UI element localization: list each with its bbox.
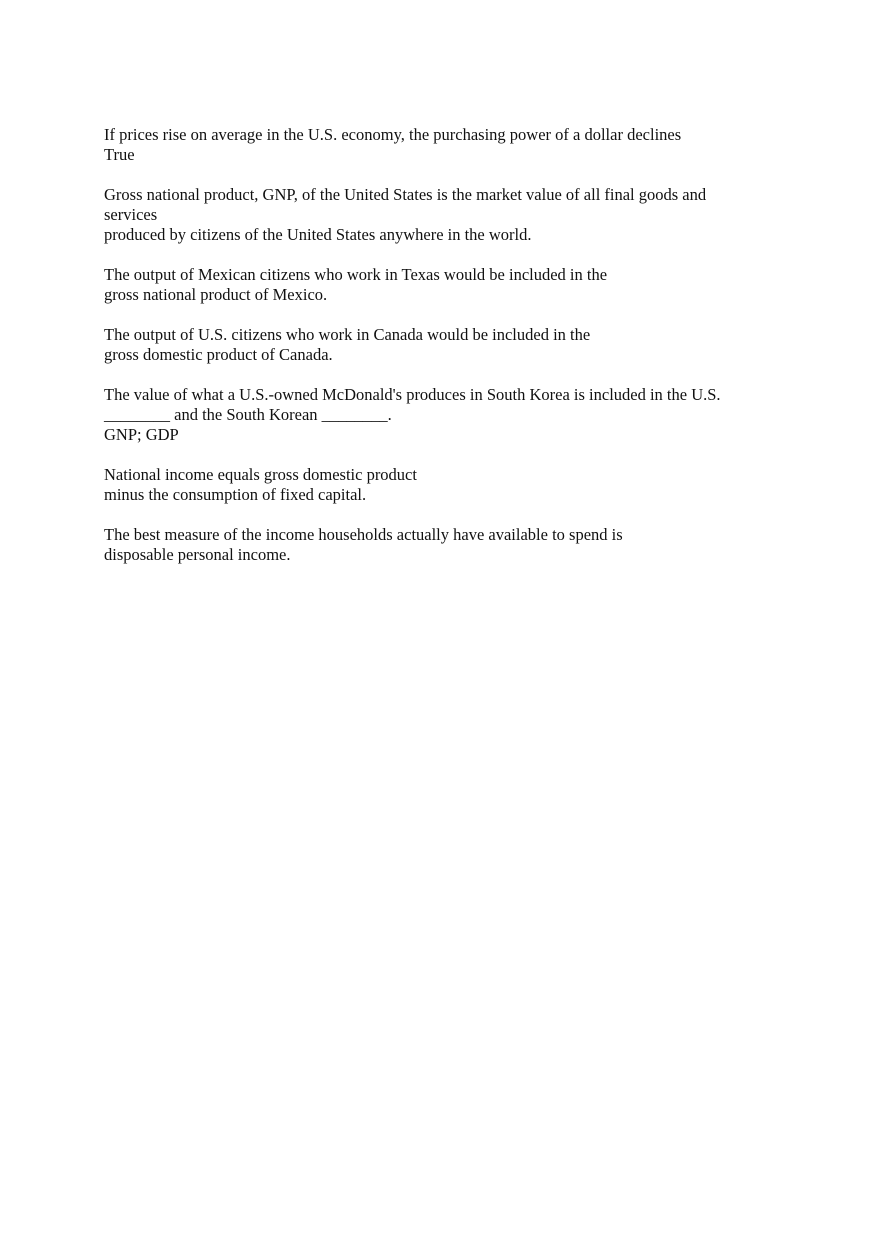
question-text: Gross national product, GNP, of the United States is the market value of all final goods and (104, 185, 707, 204)
answer-text: produced by citizens of the United States anywhere in the world. (104, 225, 532, 244)
question-text: The output of Mexican citizens who work in Texas would be included in the (104, 265, 608, 284)
question-block-4 (104, 325, 804, 365)
answer-text: True (104, 145, 135, 164)
question-text: The value of what a U.S.-owned McDonald's produces in South Korea is included in the U.S. (104, 385, 721, 404)
question-block-5 (104, 385, 804, 445)
question-text: National income equals gross domestic product (104, 465, 417, 484)
question-block-6 (104, 465, 804, 505)
answer-text: GNP; GDP (104, 425, 179, 444)
question-text: If prices rise on average in the U.S. economy, the purchasing power of a dollar declines (104, 125, 682, 144)
question-text: services (104, 205, 158, 224)
question-text: ________ and the South Korean ________. (104, 405, 392, 424)
question-block-3 (104, 265, 804, 305)
question-text: The output of U.S. citizens who work in Canada would be included in the (104, 325, 591, 344)
answer-text: gross domestic product of Canada. (104, 345, 333, 364)
document-body (104, 125, 804, 585)
question-text: The best measure of the income households actually have available to spend is (104, 525, 623, 544)
answer-text: gross national product of Mexico. (104, 285, 328, 304)
question-block-2 (104, 185, 804, 245)
question-block-7 (104, 525, 804, 565)
answer-text: minus the consumption of fixed capital. (104, 485, 367, 504)
answer-text: disposable personal income. (104, 545, 291, 564)
question-block-1 (104, 125, 804, 165)
